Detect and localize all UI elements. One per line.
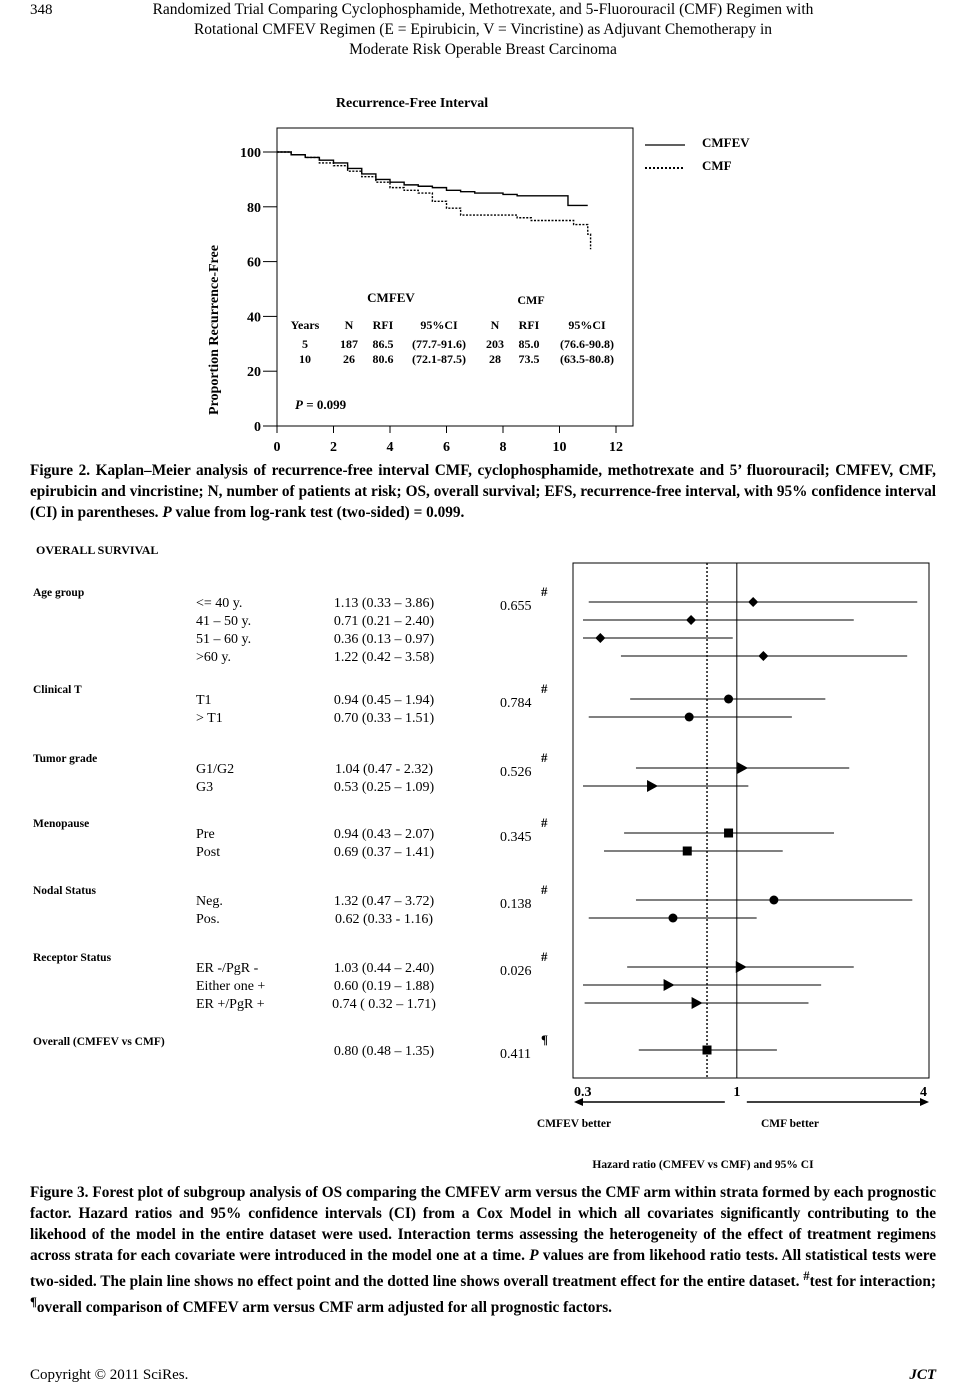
figure3-caption-hash: #	[803, 1269, 810, 1283]
figure3-caption-pilcrow: ¶	[30, 1295, 37, 1310]
km-ytick-label: 40	[247, 310, 261, 326]
forest-p-value: 0.026	[500, 964, 532, 979]
forest-group-label: Nodal Status	[33, 885, 96, 897]
figure2-caption-text: Kaplan–Meier analysis of recurrence-free interval CMF, cyclophosphamide, methotrexate and 5’ fluorouracil; CMFEV, CMF, epirubicin and vincristine; N, number of patients at risk; OS, overall survival; EFS, recurrence-free interval, with 95% confidence interval (CI) in parentheses.	[30, 462, 936, 521]
km-table-group: CMF	[517, 293, 545, 307]
forest-marker-triangle	[692, 997, 703, 1009]
km-xtick-label: 4	[386, 440, 394, 455]
figure2-caption-label: Figure 2.	[30, 462, 91, 479]
forest-row-label: Either one +	[196, 979, 266, 994]
forest-row-label: G1/G2	[196, 762, 235, 777]
forest-row-label: > T1	[196, 711, 223, 726]
figure3-caption-label: Figure 3.	[30, 1184, 89, 1201]
forest-group-label: Overall (CMFEV vs CMF)	[33, 1036, 165, 1048]
figure3-caption	[30, 1182, 936, 1318]
km-table-cell: 5	[302, 337, 308, 351]
forest-row-label: Neg.	[196, 894, 223, 909]
figure3-caption-part3: test for interaction;	[809, 1273, 936, 1291]
km-xtick-label: 8	[499, 440, 507, 455]
forest-marker-triangle	[647, 780, 658, 792]
forest-row-estimate: 0.36 (0.13 – 0.97)	[333, 632, 435, 647]
forest-p-mark: ¶	[541, 1032, 549, 1047]
journal-abbrev: JCT	[909, 1367, 936, 1383]
km-series-line	[277, 152, 591, 249]
forest-row-estimate: 1.22 (0.42 – 3.58)	[333, 650, 435, 665]
forest-p-mark: #	[541, 750, 548, 765]
forest-p-mark: #	[541, 681, 548, 696]
forest-row-label: ER -/PgR -	[196, 961, 259, 976]
km-table-header: Years	[290, 318, 320, 332]
km-table-cell: 10	[299, 352, 311, 366]
forest-row-label: G3	[196, 780, 214, 795]
forest-row-estimate: 1.04 (0.47 - 2.32)	[335, 762, 433, 777]
forest-marker-diamond	[748, 597, 758, 607]
km-frame	[277, 128, 633, 426]
forest-marker-circle	[769, 896, 778, 905]
forest-row-estimate: 0.94 (0.45 – 1.94)	[333, 693, 435, 708]
forest-row-label: <= 40 y.	[196, 596, 243, 611]
km-table-header: N	[490, 318, 500, 332]
running-title-line: Rotational CMFEV Regimen (E = Epirubicin, V = Vincristine) as Adjuvant Chemotherapy in	[193, 21, 773, 38]
forest-row-estimate: 0.74 ( 0.32 – 1.71)	[332, 997, 436, 1012]
km-ytick-label: 100	[240, 146, 261, 161]
km-chart	[0, 0, 966, 470]
km-table-cell: (72.1-87.5)	[412, 352, 466, 366]
forest-p-value: 0.411	[500, 1047, 531, 1062]
km-ytick-label: 80	[247, 200, 261, 216]
km-title: Recurrence-Free Interval	[335, 96, 489, 111]
figure3-caption-p: P	[529, 1247, 539, 1264]
km-table-cell: 73.5	[518, 352, 540, 366]
forest-row-estimate: 0.53 (0.25 – 1.09)	[333, 780, 435, 795]
km-xtick-label: 2	[330, 440, 337, 455]
forest-row-label: Post	[196, 845, 221, 860]
forest-row-estimate: 1.13 (0.33 – 3.86)	[333, 596, 435, 611]
km-table-cell: (63.5-80.8)	[560, 352, 614, 366]
running-title-line: Moderate Risk Operable Breast Carcinoma	[349, 41, 617, 58]
forest-row-label: 51 – 60 y.	[196, 632, 252, 647]
km-table-cell: 28	[489, 352, 501, 366]
forest-row-estimate: 0.71 (0.21 – 2.40)	[333, 614, 435, 629]
forest-marker-triangle	[664, 979, 675, 991]
forest-right-arrow-label: CMF better	[761, 1118, 819, 1130]
forest-p-mark: #	[541, 949, 548, 964]
km-p-value: P = 0.099	[295, 397, 347, 412]
km-table-header: 95%CI	[420, 318, 458, 332]
km-table-cell: 85.0	[518, 337, 540, 351]
km-table-cell: 80.6	[372, 352, 394, 366]
forest-p-mark: #	[541, 584, 548, 599]
forest-frame	[573, 563, 929, 1078]
figure2-caption-tail: value from log-rank test (two-sided) = 0.099.	[175, 504, 465, 521]
forest-marker-circle	[668, 914, 677, 923]
figure2-caption	[30, 460, 936, 523]
figure3-caption-part4: overall comparison of CMFEV arm versus CMF arm adjusted for all prognostic factors.	[36, 1299, 613, 1317]
forest-xtick-label: 1	[733, 1085, 741, 1100]
km-ytick-label: 60	[247, 255, 261, 271]
forest-row-estimate: 0.60 (0.19 – 1.88)	[333, 979, 435, 994]
forest-row-label: ER +/PgR +	[196, 997, 265, 1012]
copyright: Copyright © 2011 SciRes.	[30, 1367, 189, 1383]
km-table-header: RFI	[372, 318, 394, 332]
km-xtick-label: 10	[552, 440, 567, 455]
forest-marker-diamond	[758, 651, 768, 661]
forest-row-label: Pos.	[196, 912, 220, 927]
forest-row-label: T1	[196, 693, 212, 708]
km-table-cell: (77.7-91.6)	[412, 337, 466, 351]
forest-marker-triangle	[737, 762, 748, 774]
km-table-cell: 187	[340, 337, 358, 351]
km-table-cell: 86.5	[372, 337, 394, 351]
forest-row-estimate: 0.70 (0.33 – 1.51)	[333, 711, 435, 726]
forest-row-label: Pre	[196, 827, 215, 842]
km-legend-label: CMF	[702, 158, 732, 173]
km-xtick-label: 12	[609, 440, 623, 455]
forest-xlabel: Hazard ratio (CMFEV vs CMF) and 95% CI	[592, 1159, 814, 1171]
km-ytick-label: 20	[247, 365, 261, 381]
figure3-caption-part1: Forest plot of subgroup analysis of OS comparing the CMFEV arm versus the CMF arm within strata formed by each prognostic factor. Hazard ratios and 95% confidence intervals (CI) from a Cox Model in which all covariates significantly contributing to the likehood of the model in the entire dataset were used. Interaction terms assessing the heterogeneity of the effect of treatment regimens across strata for each covariate were introduced in the model one at a time.	[30, 1184, 936, 1264]
km-legend-label: CMFEV	[702, 135, 750, 150]
km-table-cell: 203	[486, 337, 504, 351]
forest-marker-diamond	[595, 633, 605, 643]
forest-p-mark: #	[541, 815, 548, 830]
forest-marker-square	[683, 847, 692, 856]
km-xtick-label: 6	[443, 440, 450, 455]
forest-group-label: Tumor grade	[33, 753, 98, 765]
figure2-caption-p: P	[162, 504, 172, 521]
forest-p-mark: #	[541, 882, 548, 897]
km-table-group: CMFEV	[367, 290, 415, 305]
forest-group-label: Clinical T	[33, 684, 82, 696]
forest-marker-square	[724, 829, 733, 838]
figure3-caption-part2: values are from likehood ratio tests. All statistical tests were two-sided. The plain line shows no effect point and the dotted line shows overall treatment effect for the entire dataset.	[30, 1247, 937, 1291]
running-title-line: Randomized Trial Comparing Cyclophosphamide, Methotrexate, and 5-Fluorouracil (CMF) Regimen with	[152, 1, 814, 18]
forest-left-arrow-label: CMFEV better	[536, 1118, 612, 1130]
forest-title: OVERALL SURVIVAL	[36, 543, 159, 557]
forest-row-estimate: 1.32 (0.47 – 3.72)	[333, 894, 435, 909]
km-table-header: N	[344, 318, 354, 332]
forest-row-label: 41 – 50 y.	[196, 614, 252, 629]
forest-marker-triangle	[736, 961, 747, 973]
forest-row-label: >60 y.	[196, 650, 231, 665]
km-table-cell: (76.6-90.8)	[560, 337, 614, 351]
forest-p-value: 0.526	[500, 765, 532, 780]
forest-p-value: 0.345	[500, 830, 532, 845]
forest-marker-square	[703, 1046, 712, 1055]
forest-group-label: Receptor Status	[33, 952, 112, 964]
forest-plot	[0, 530, 966, 1180]
forest-row-estimate: 0.80 (0.48 – 1.35)	[333, 1044, 435, 1059]
page-number: 348	[30, 2, 53, 18]
km-ylabel: Proportion Recurrence-Free	[207, 245, 222, 415]
forest-p-value: 0.655	[500, 599, 532, 614]
forest-row-estimate: 0.69 (0.37 – 1.41)	[333, 845, 435, 860]
forest-xtick-label: 4	[920, 1085, 927, 1100]
forest-marker-circle	[724, 695, 733, 704]
forest-p-value: 0.784	[500, 696, 532, 711]
forest-xtick-label: 0.3	[574, 1085, 592, 1100]
forest-row-estimate: 1.03 (0.44 – 2.40)	[333, 961, 435, 976]
km-table-header: RFI	[518, 318, 540, 332]
km-table-cell: 26	[343, 352, 355, 366]
forest-group-label: Menopause	[33, 818, 90, 830]
forest-row-estimate: 0.62 (0.33 - 1.16)	[335, 912, 433, 927]
km-ytick-label: 0	[254, 420, 261, 435]
km-table-header: 95%CI	[568, 318, 606, 332]
forest-p-value: 0.138	[500, 897, 532, 912]
forest-marker-diamond	[686, 615, 696, 625]
forest-marker-circle	[685, 713, 694, 722]
forest-row-estimate: 0.94 (0.43 – 2.07)	[333, 827, 435, 842]
forest-group-label: Age group	[33, 587, 85, 599]
km-xtick-label: 0	[273, 440, 281, 455]
